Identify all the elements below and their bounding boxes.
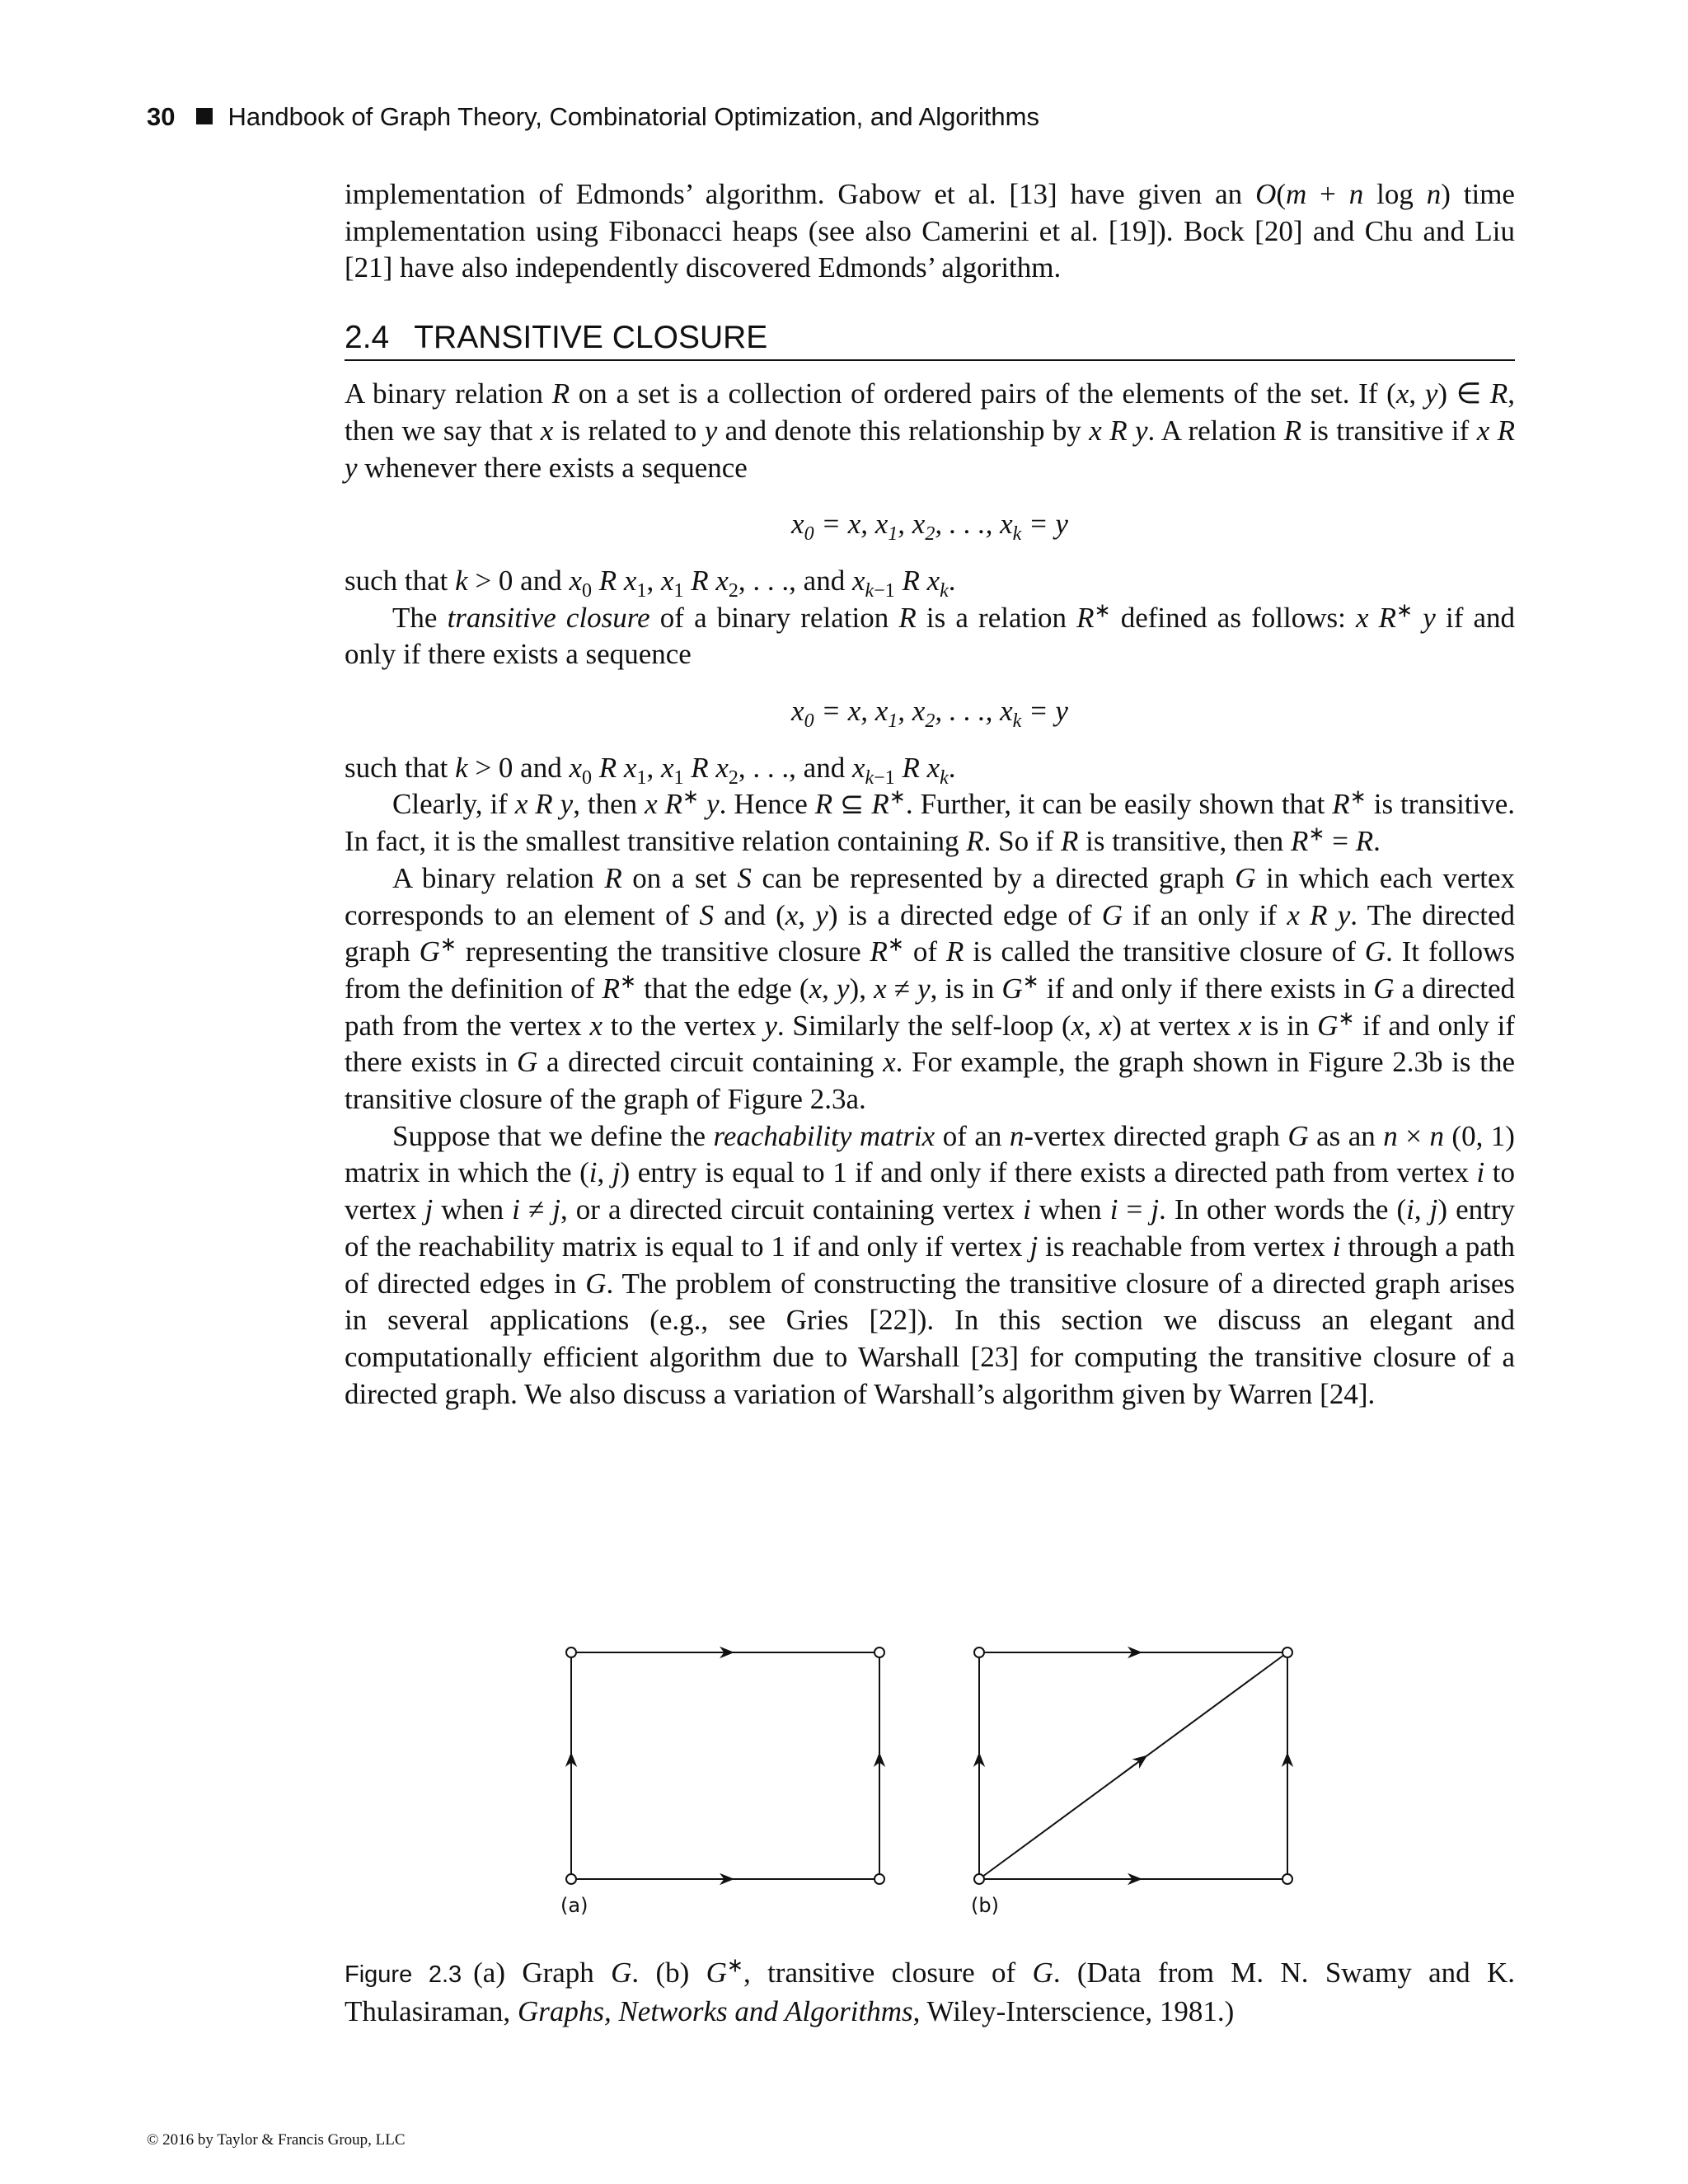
page-number: 30 (147, 102, 176, 131)
book-title: Handbook of Graph Theory, Combinatorial Optimization, and Algorithms (227, 102, 1039, 131)
section-number: 2.4 (345, 320, 390, 356)
vertex (974, 1874, 984, 1884)
graph-a (560, 1647, 884, 1917)
copyright-footer: © 2016 by Taylor & Francis Group, LLC (147, 2131, 406, 2149)
header-square-icon (196, 108, 213, 124)
section-heading (345, 320, 1515, 361)
vertex (1282, 1647, 1292, 1657)
page-body (345, 176, 1515, 1413)
equation-sequence-2: $x_0 = x$, $x_1$, $x_2$, . . ., $x_k = y$ (791, 695, 1068, 733)
source-title: Graphs, Networks and Algorithms (517, 1994, 913, 2027)
graph-b (971, 1647, 1292, 1917)
paragraph-clearly: Clearly, if x R y, then x R∗ y. Hence R ⊆ R∗. Further, it can be easily shown that R∗ is transitive. In fact, it is the smallest transitive relation containing R. So if R is transitive, then R∗ = R. (345, 786, 1516, 858)
equation-sequence-1: $x_0 = x$, $x_1$, $x_2$, . . ., $x_k = y$ (791, 508, 1068, 546)
figure-graphs (544, 1636, 1319, 1933)
vertex (566, 1647, 576, 1657)
running-header (147, 102, 1039, 132)
vertex (1282, 1874, 1292, 1884)
vertex (874, 1874, 884, 1884)
figure-label: Figure 2.3 (345, 1961, 462, 1988)
paragraph-such-that-1: such that k > 0 and $x_0$ R $x_1$, $x_1$ R $x_2$, . . ., and $x_{k-1}$ R $x_k$. (345, 564, 956, 602)
paragraph-closure-definition: The transitive closure of a binary relation R is a relation R∗ defined as follows: x R∗ y if and only if there exists a sequence (345, 599, 1516, 671)
vertex (566, 1874, 576, 1884)
section-title: TRANSITIVE CLOSURE (414, 320, 768, 356)
paragraph-reachability: Suppose that we define the reachability matrix of an n-vertex directed graph G as an n × n (0, 1) matrix in which the (i, j) entry is equal to 1 if and only if there exists a directed path from vertex i to vertex j when i ≠ j, or a directed circuit containing vertex i when i = j. In other words the (i, j) entry of the reachability matrix is equal to 1 if and only if vertex j is reachable from vertex i through a path of directed edges in G. The problem of constructing the transitive closure of a directed graph arises in several applications (e.g., see Gries [22]). In this section we discuss an elegant and computationally efficient algorithm due to Warshall [23] for computing the transitive closure of a directed graph. We also discuss a variation of Warshall’s algorithm given by Warren [24]. (345, 1119, 1516, 1410)
subfigure-label-a: (a) (560, 1894, 588, 1917)
vertex (974, 1647, 984, 1657)
arrow-b-diagonal (1121, 1760, 1142, 1775)
paragraph-directed-graph: A binary relation R on a set S can be represented by a directed graph G in which each vertex corresponds to an element of S and (x, y) is a directed edge of G if an only if x R y. The directed graph G∗ representing the transitive closure R∗ of R is called the transitive closure of G. It follows from the definition of R∗ that the edge (x, y), x ≠ y, is in G∗ if and only if there exists in G a directed path from the vertex x to the vertex y. Similarly the self-loop (x, x) at vertex x is in G∗ if and only if there exists in G a directed circuit containing x. For example, the graph shown in Figure 2.3b is the transitive closure of the graph of Figure 2.3a. (345, 861, 1516, 1116)
vertex (874, 1647, 884, 1657)
paragraph-intro: implementation of Edmonds’ algorithm. Gabow et al. [13] have given an O(m + n log n) time implementation using Fibonacci heaps (see also Camerini et al. [19]). Bock [20] and Chu and Liu [21] have also independently discovered Edmonds’ algorithm. (345, 178, 1515, 284)
figure-caption: Figure 2.3 (a) Graph G. (b) G∗, transitive closure of G. (Data from M. N. Swamy and K. Thulasiraman, Graphs, Networks and Algorithms, Wiley-Interscience, 1981.) (345, 1955, 1516, 2027)
paragraph-such-that-2: such that k > 0 and $x_0$ R $x_1$, $x_1$ R $x_2$, . . ., and $x_{k-1}$ R $x_k$. (345, 751, 956, 789)
paragraph-binary-relation: A binary relation R on a set is a collection of ordered pairs of the elements of the set. If (x, y) ∈ R, then we say that x is related to y and denote this relationship by x R y. A relation R is transitive if x R y whenever there exists a sequence (345, 377, 1516, 484)
subfigure-label-b: (b) (971, 1894, 999, 1917)
